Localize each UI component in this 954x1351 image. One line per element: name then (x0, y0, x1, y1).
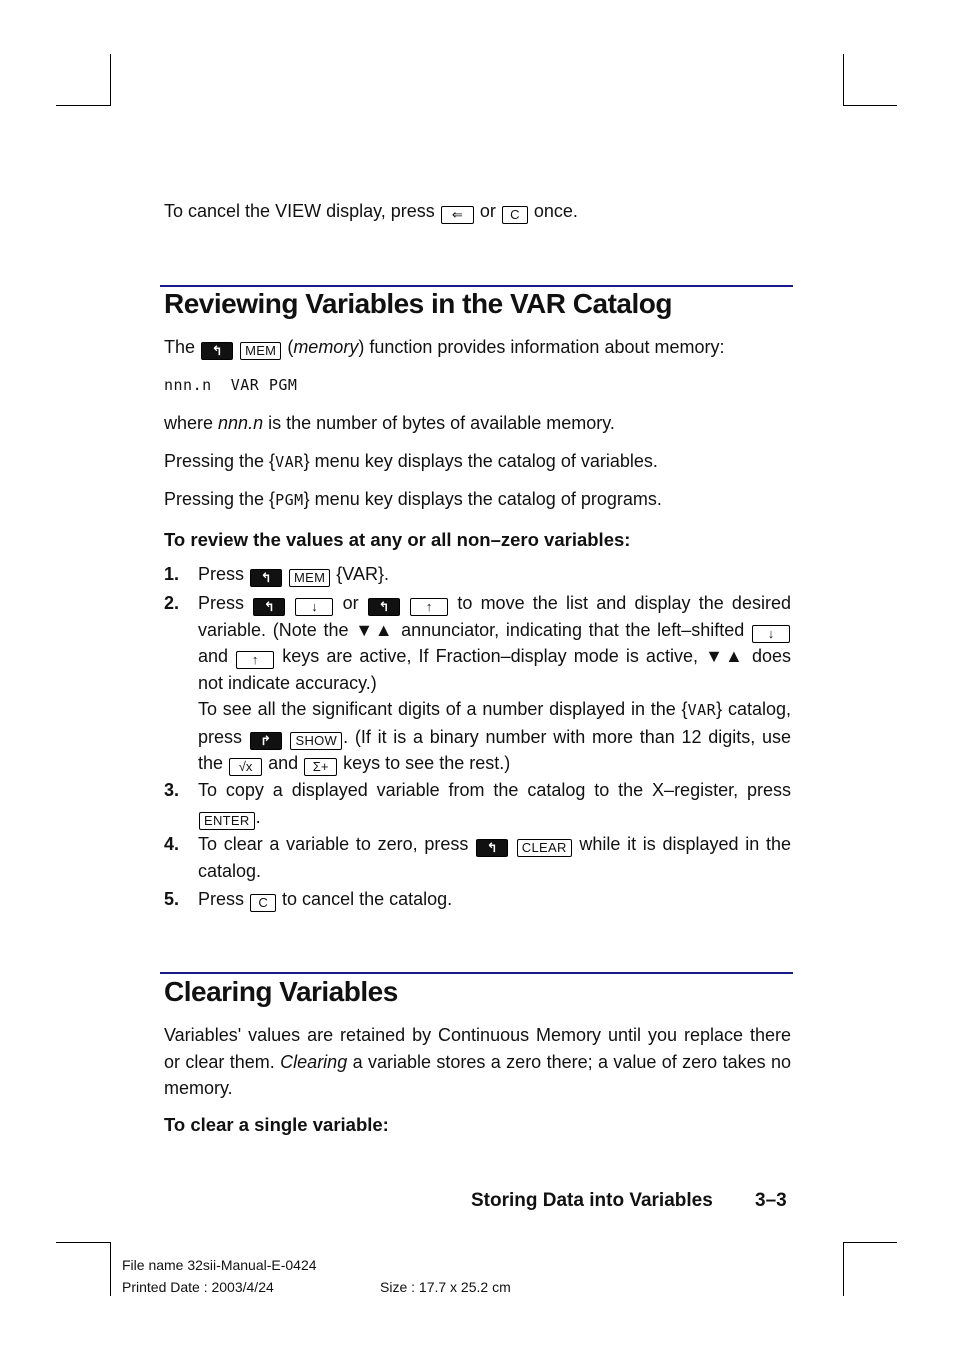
left-shift-key-icon: ↰ (476, 839, 508, 857)
clear-key-icon: CLEAR (517, 839, 572, 857)
step-number: 4. (164, 834, 180, 854)
text: a variable stores a zero there; a value of zero takes no memory. (164, 1051, 791, 1098)
step-number: 3. (164, 780, 180, 800)
lcd-display-line: nnn.n VAR PGM (164, 376, 298, 394)
italic-term: nnn.n (218, 413, 264, 433)
show-key-icon: SHOW (290, 732, 342, 750)
crop-mark (843, 105, 897, 106)
text: . (If it is a binary number with more than 12 digits, use the (198, 726, 791, 773)
crop-mark (110, 1242, 111, 1296)
pgm-key-paragraph (164, 486, 791, 513)
text: To see all the significant digits of a number displayed in the { (198, 699, 688, 719)
text: To clear a variable to zero, press (198, 834, 469, 854)
intro-end: once. (533, 201, 578, 221)
clearing-paragraph (164, 1022, 791, 1102)
text: is the number of bytes of available memory. (263, 413, 615, 433)
c-key-icon: C (250, 894, 276, 912)
step-number: 1. (164, 564, 180, 584)
text: Pressing the { (164, 451, 276, 471)
text: and (268, 753, 299, 773)
file-name-meta: File name 32sii-Manual-E-0424 (122, 1257, 317, 1273)
text: or (342, 593, 359, 613)
text: keys to see the rest.) (343, 753, 511, 773)
text: } catalog, press (198, 699, 791, 747)
section-heading-var-catalog: Reviewing Variables in the VAR Catalog (164, 288, 672, 319)
italic-term: Clearing (280, 1051, 348, 1072)
crop-mark (56, 105, 110, 106)
annunciator-arrows-icon: ▼▲ (355, 619, 395, 640)
running-footer-title: Storing Data into Variables (471, 1190, 713, 1211)
page-number: 3–3 (755, 1190, 787, 1211)
crop-mark (843, 1242, 897, 1243)
text: ) function provides information about memory: (358, 337, 725, 357)
text: while it is displayed in the catalog. (198, 834, 792, 881)
text: Pressing the { (164, 489, 276, 509)
text: Press (198, 564, 245, 584)
text: Variables' values are retained by Continuous Memory until you replace there or clear them. (164, 1025, 791, 1072)
lcd-label: VAR (687, 701, 717, 719)
up-arrow-key-icon: ↑ (410, 598, 448, 616)
text: Press (198, 593, 245, 613)
section-rule (160, 972, 793, 974)
text: To copy a displayed variable from the catalog to the X–register, press (198, 780, 791, 800)
lcd-label: PGM (275, 491, 304, 509)
crop-mark (843, 1242, 844, 1296)
step-2 (164, 590, 791, 777)
text: . (255, 806, 261, 827)
text: and (198, 646, 229, 666)
text: {VAR}. (336, 564, 389, 584)
sqrt-x-key-icon: √x (229, 758, 262, 776)
crop-mark (56, 1242, 110, 1243)
text: ( (287, 337, 294, 357)
left-shift-key-icon: ↰ (250, 569, 282, 587)
procedure-subheading: To clear a single variable: (164, 1114, 389, 1135)
section-heading-clearing-variables: Clearing Variables (164, 976, 398, 1007)
step-5 (164, 886, 791, 913)
left-shift-key-icon: ↰ (368, 598, 400, 616)
mem-key-icon: MEM (240, 342, 281, 360)
size-meta: Size : 17.7 x 25.2 cm (380, 1279, 511, 1295)
text: annunciator, indicating that the left–shifted (401, 619, 745, 640)
step-3 (164, 777, 791, 830)
text: where (164, 413, 219, 433)
up-arrow-key-icon: ↑ (236, 651, 274, 669)
down-arrow-key-icon: ↓ (295, 598, 333, 616)
text: The (164, 337, 196, 357)
sigma-plus-key-icon: Σ+ (304, 758, 337, 776)
text: Press (198, 889, 245, 909)
lcd-label: VAR (275, 453, 304, 471)
procedure-subheading: To review the values at any or all non–zero variables: (164, 529, 631, 550)
intro-paragraph (164, 198, 791, 224)
mem-key-icon: MEM (289, 569, 330, 587)
text: } menu key displays the catalog of programs. (303, 489, 662, 509)
crop-mark (110, 54, 111, 106)
text: to cancel the catalog. (282, 889, 453, 909)
text: to move the list and display the desired variable. (Note the (198, 593, 791, 640)
italic-term: memory (293, 337, 359, 357)
intro-text: To cancel the VIEW display, press (164, 201, 435, 221)
step-number: 2. (164, 593, 180, 613)
c-key-icon: C (502, 206, 528, 224)
text: keys are active, If Fraction–display mode is active, (282, 646, 698, 666)
step-4 (164, 831, 791, 884)
annunciator-arrows-icon: ▼▲ (705, 646, 745, 666)
left-shift-key-icon: ↰ (201, 342, 233, 360)
section-rule (160, 285, 793, 287)
text: } menu key displays the catalog of variables. (303, 451, 658, 471)
step-1 (164, 561, 791, 588)
mem-paragraph (164, 334, 791, 360)
printed-date-meta: Printed Date : 2003/4/24 (122, 1279, 274, 1295)
intro-or: or (479, 201, 496, 221)
left-shift-key-icon: ↰ (253, 598, 285, 616)
down-arrow-key-icon: ↓ (752, 625, 790, 643)
text: does not indicate accuracy.) (198, 646, 791, 693)
where-paragraph (164, 410, 791, 436)
crop-mark (843, 54, 844, 106)
var-key-paragraph (164, 448, 791, 475)
right-shift-key-icon: ↱ (250, 732, 282, 750)
step-number: 5. (164, 889, 180, 909)
enter-key-icon: ENTER (199, 812, 255, 830)
backspace-key-icon: ⇐ (441, 206, 474, 224)
